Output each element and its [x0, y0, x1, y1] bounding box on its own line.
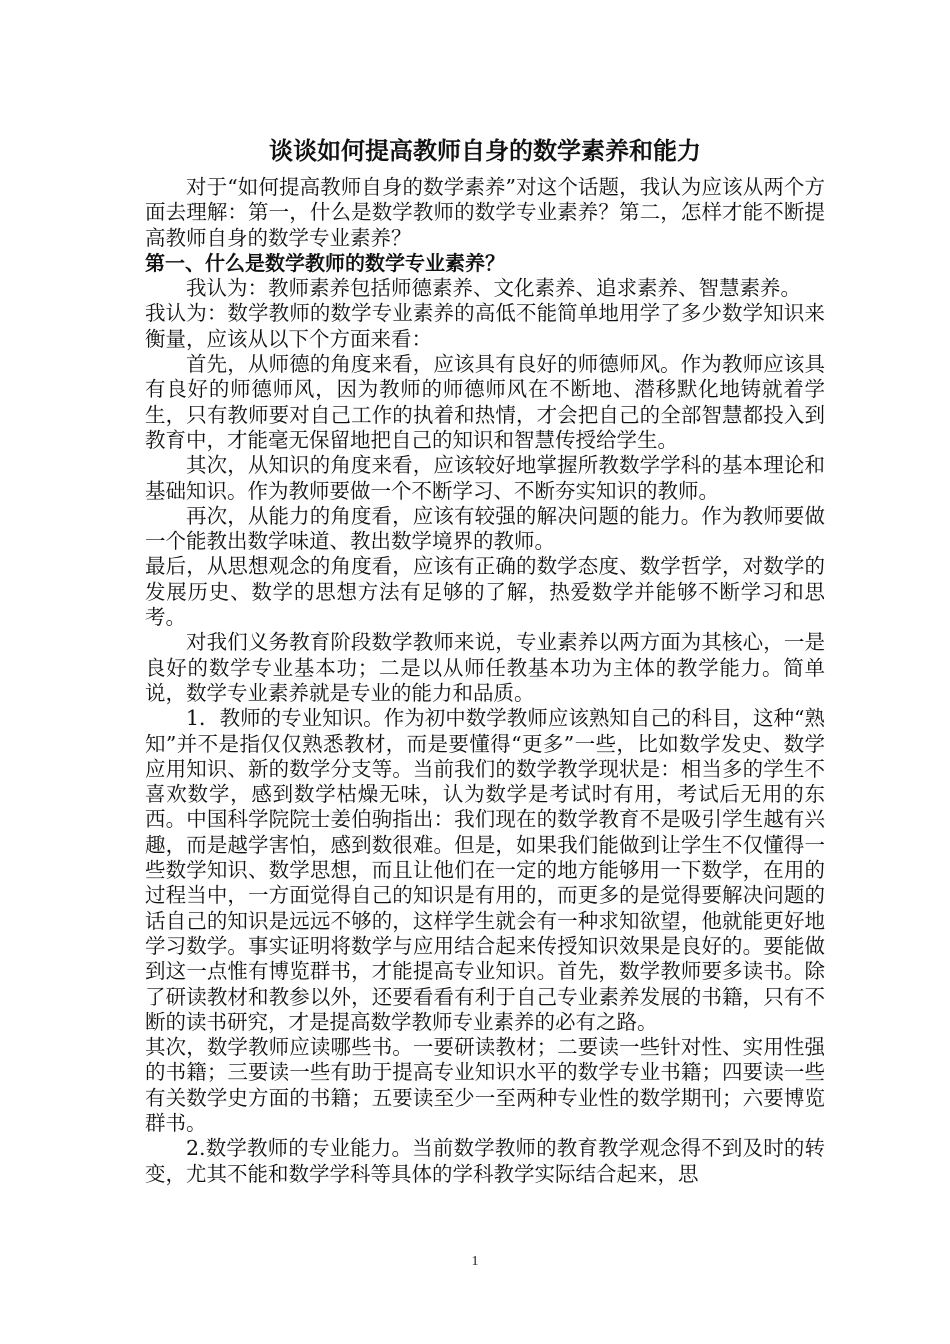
paragraph-knowledge: 其次，从知识的角度来看，应该较好地掌握所教数学学科的基本理论和基础知识。作为教师要做一个不断学习、不断夯实知识的教师。 — [145, 453, 825, 503]
document-body — [145, 128, 825, 1187]
document-title: 谈谈如何提高教师自身的数学素养和能力 — [269, 137, 701, 165]
paragraph-ethics: 首先，从师德的角度来看，应该具有良好的师德师风。作为教师应该具有良好的师德师风，因为教师的师德师风在不断地、潜移默化地铸就着学生，只有教师要对自己工作的执着和热情，才会把自己的全部智慧都投入到教育中，才能毫无保留地把自己的知识和智慧传授给学生。 — [145, 352, 825, 452]
paragraph-teacher-literacy: 我认为：教师素养包括师德素养、文化素养、追求素养、智慧素养。 — [186, 276, 801, 301]
paragraph-core: 对我们义务教育阶段数学教师来说，专业素养以两方面为其核心，一是良好的数学专业基本功；二是以从师任教基本功为主体的教学能力。简单说，数学专业素养就是专业的能力和品质。 — [145, 630, 825, 705]
paragraph-thinking: 最后，从思想观念的角度看，应该有正确的数学态度、数学哲学，对数学的发展历史、数学的思想方法有足够的了解，热爱数学并能够不断学习和思考。 — [145, 554, 825, 630]
page-number: 1 — [471, 1254, 479, 1269]
intro-paragraph: 对于“如何提高教师自身的数学素养”对这个话题，我认为应该从两个方面去理解：第一，什么是数学教师的数学专业素养？第二，怎样才能不断提高教师自身的数学专业素养？ — [145, 175, 825, 250]
paragraph-reading-list: 其次，数学教师应读哪些书。一要研读教材；二要读一些针对性、实用性强的书籍；三要读一些有助于提高专业知识水平的数学专业书籍；四要读一些有关数学史方面的书籍；五要读至少一至两种专业性的数学期刊；六要博览群书。 — [145, 1035, 825, 1135]
paragraph-professional-ability: 2.数学教师的专业能力。当前数学教师的教育教学观念得不到及时的转变，尤其不能和数学学科等具体的学科教学实际结合起来，思 — [145, 1136, 825, 1186]
section-heading: 第一、什么是数学教师的数学专业素养？ — [145, 250, 505, 275]
paragraph-math-literacy: 我认为：数学教师的数学专业素养的高低不能简单地用学了多少数学知识来衡量，应该从以下个方面来看： — [145, 301, 825, 351]
paragraph-professional-knowledge: 1．教师的专业知识。作为初中数学教师应该熟知自己的科目，这种“熟知”并不是指仅仅熟悉教材，而是要懂得“更多”一些，比如数学发史、数学应用知识、新的数学分支等。当前我们的数学教学现状是：相当多的学生不喜欢数学，感到数学枯燥无味，认为数学是考试时有用，考试后无用的东西。中国科学院院士姜伯驹指出：我们现在的数学教育不是吸引学生越有兴趣，而是越学害怕，感到数很难。但是，如果我们能做到让学生不仅懂得一些数学知识、数学思想，而且让他们在一定的地方能够用一下数学，在用的过程当中，一方面觉得自己的知识是有用的，而更多的是觉得要解决问题的话自己的知识是远远不够的，这样学生就会有一种求知欲望，他就能更好地学习数学。事实证明将数学与应用结合起来传授知识效果是良好的。要能做到这一点惟有博览群书，才能提高专业知识。首先，数学教师要多读书。除了研读教材和教参以外，还要看看有利于自己专业素养发展的书籍，只有不断的读书研究，才是提高数学教师专业素养的必有之路。 — [145, 706, 825, 1034]
paragraph-ability: 再次，从能力的角度看，应该有较强的解决问题的能力。作为教师要做一个能教出数学味道、教出数学境界的教师。 — [145, 503, 825, 554]
